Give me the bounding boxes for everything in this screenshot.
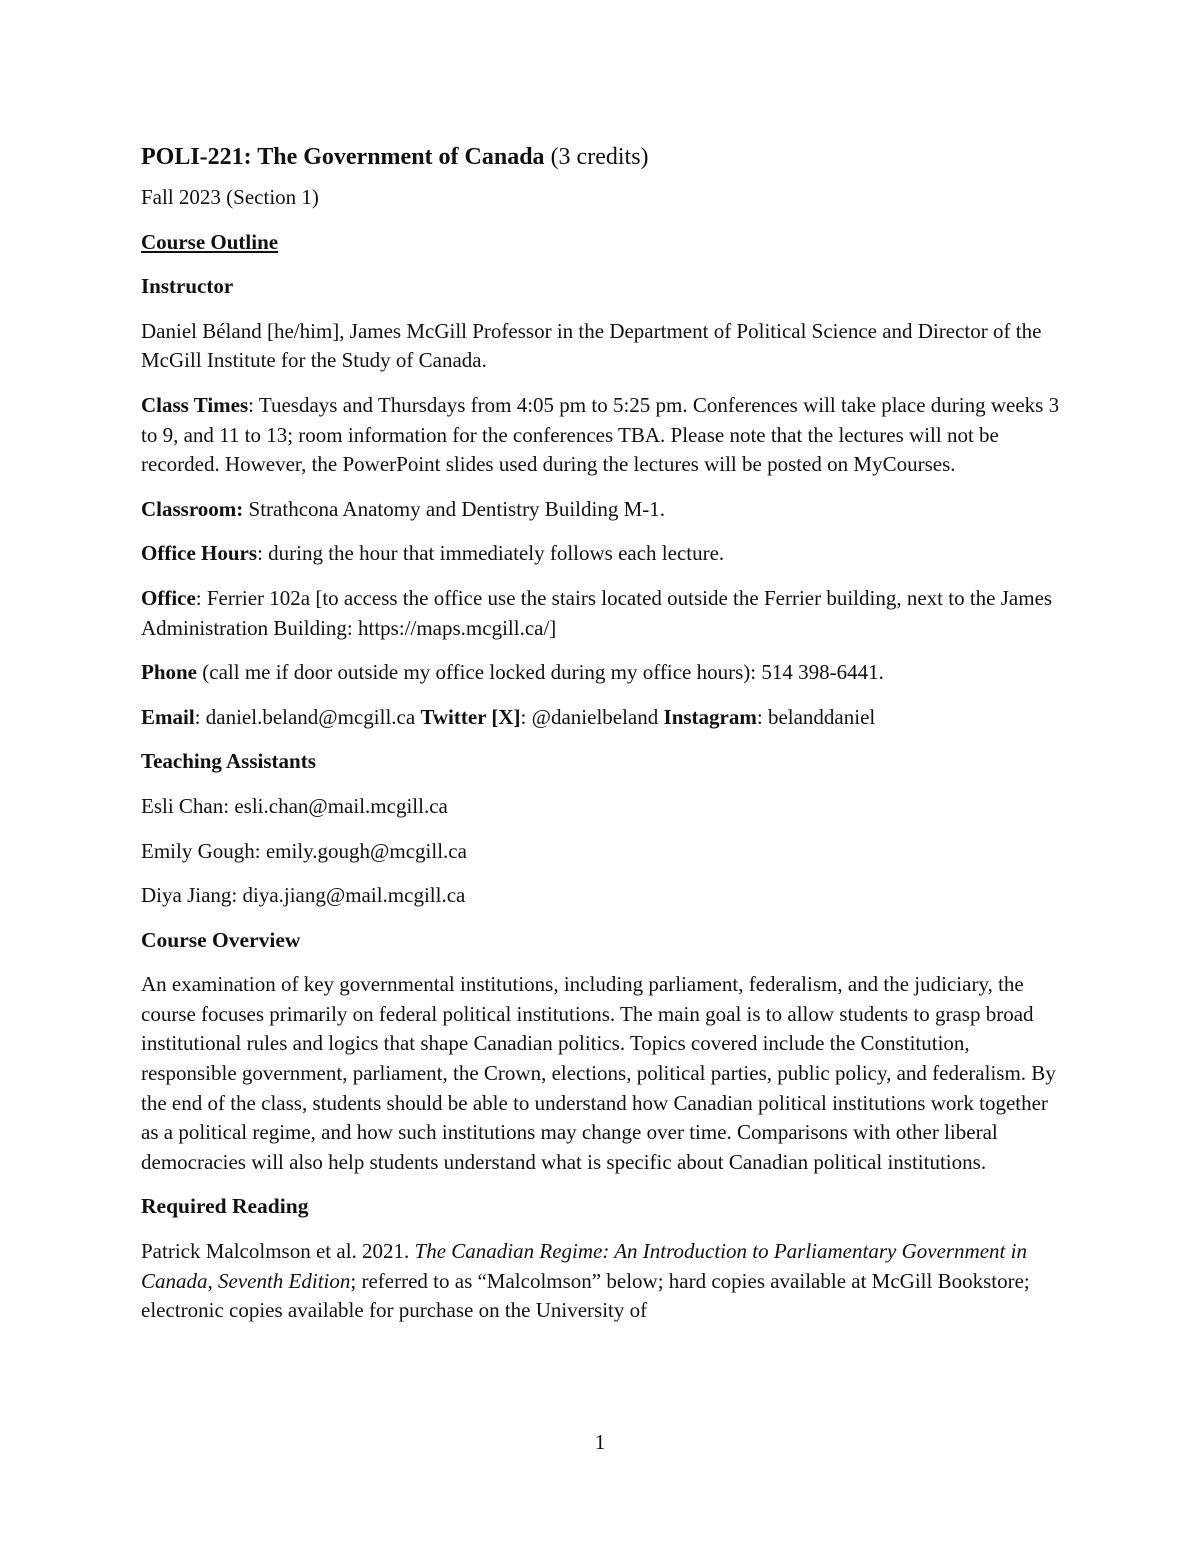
office-hours-text: : during the hour that immediately follows each lecture.	[257, 541, 725, 566]
classroom-text: Strathcona Anatomy and Dentistry Building M-1.	[243, 496, 665, 521]
classroom-label: Classroom:	[141, 496, 244, 521]
reading-author: Patrick Malcolmson et al. 2021.	[141, 1239, 415, 1264]
reading-details: ; referred to as “Malcolmson” below; hard copies available at McGill Bookstore; electronic copies available for purchase on the University of	[141, 1268, 1030, 1323]
twitter-label: Twitter [X]	[420, 704, 521, 729]
course-overview-heading: Course Overview	[141, 927, 301, 952]
contact-paragraph	[141, 703, 1063, 733]
ta-item: Emily Gough: emily.gough@mcgill.ca	[141, 838, 467, 863]
instagram-label: Instagram	[663, 704, 757, 729]
classroom-paragraph	[141, 495, 1063, 525]
phone-label: Phone	[141, 660, 198, 685]
instructor-paragraph: Daniel Béland [he/him], James McGill Professor in the Department of Political Science and Director of the McGill Institute for the Study of Canada.	[141, 318, 1042, 373]
class-times-text: : Tuesdays and Thursdays from 4:05 pm to 5:25 pm. Conferences will take place during weeks 3 to 9, and 11 to 13; room information for the conferences TBA. Please note that the lectures will not be recorded. However, the PowerPoint slides used during the lectures will be posted on MyCourses.	[141, 392, 1060, 477]
page-number: 1	[594, 1430, 606, 1454]
office-hours-paragraph	[141, 539, 1063, 569]
instructor-heading: Instructor	[141, 274, 234, 299]
course-title-bold: POLI-221: The Government of Canada	[141, 144, 545, 170]
course-title	[141, 140, 1063, 174]
required-reading-paragraph	[141, 1237, 1063, 1326]
email-label: Email	[141, 704, 195, 729]
office-label: Office	[141, 585, 196, 610]
course-overview-paragraph: An examination of key governmental institutions, including parliament, federalism, and the judiciary, the course focuses primarily on federal political institutions. The main goal is to allow students to grasp broad institutional rules and logics that shape Canadian politics. Topics covered include the Constitution, responsible government, parliament, the Crown, elections, political parties, public policy, and federalism. By the end of the class, students should be able to understand how Canadian political institutions work together as a political regime, and how such institutions may change over time. Comparisons with other liberal democracies will also help students understand what is specific about Canadian political institutions.	[141, 972, 1056, 1174]
phone-text: (call me if door outside my office locked during my office hours): 514 398-6441.	[197, 660, 884, 685]
class-times-paragraph	[141, 391, 1063, 480]
email-text: : daniel.beland@mcgill.ca	[194, 704, 421, 729]
ta-item: Esli Chan: esli.chan@mail.mcgill.ca	[141, 793, 448, 818]
ta-item: Diya Jiang: diya.jiang@mail.mcgill.ca	[141, 883, 466, 908]
office-paragraph	[141, 584, 1063, 643]
term-line: Fall 2023 (Section 1)	[141, 185, 319, 209]
phone-paragraph	[141, 658, 1063, 688]
reading-book-title: The Canadian Regime: An Introduction to Parliamentary Government in Canada, Seventh Edition	[141, 1239, 1027, 1293]
course-outline-label: Course Outline	[141, 229, 279, 254]
course-title-credits: (3 credits)	[544, 144, 649, 170]
class-times-label: Class Times	[141, 392, 249, 417]
teaching-assistants-heading: Teaching Assistants	[141, 749, 316, 774]
required-reading-heading: Required Reading	[141, 1194, 309, 1219]
instagram-text: : belanddaniel	[756, 704, 876, 729]
document-page	[141, 140, 1063, 1341]
twitter-text: : @danielbeland	[520, 704, 664, 729]
office-text: : Ferrier 102a [to access the office use the stairs located outside the Ferrier building, next to the James Administration Building: https://maps.mcgill.ca/]	[141, 585, 1053, 640]
office-hours-label: Office Hours	[141, 541, 258, 566]
